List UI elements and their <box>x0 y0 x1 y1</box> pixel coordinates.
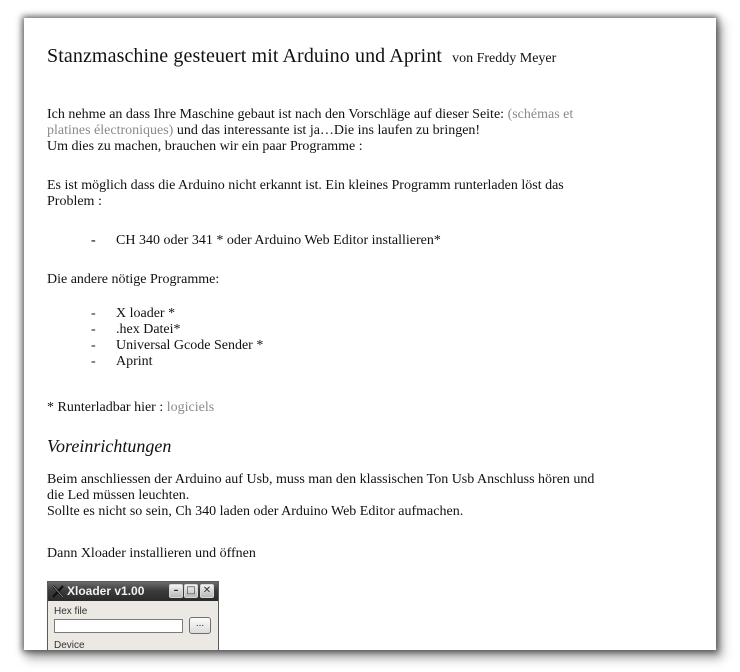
hex-file-label: Hex file <box>54 606 88 617</box>
intro-text: Ich nehme an dass Ihre Maschine gebaut ist nach den Vorschläge auf dieser Seite: <box>47 107 508 122</box>
bullet-dash: - <box>91 306 96 321</box>
title-line <box>47 45 556 68</box>
xloader-instruction: Dann Xloader installieren und öffnen <box>47 546 256 561</box>
bullet-dash: - <box>91 233 96 248</box>
setup-line2: die Led müssen leuchten. <box>47 488 190 503</box>
problem-line2: Problem : <box>47 194 102 209</box>
program-item-hex: .hex Datei* <box>116 322 181 337</box>
setup-paragraph <box>47 472 697 520</box>
bullet-dash: - <box>91 338 96 353</box>
download-prefix: * Runterladbar hier : <box>47 400 167 415</box>
section-heading: Voreinrichtungen <box>47 436 172 456</box>
document-page <box>24 18 716 650</box>
setup-line1: Beim anschliessen der Arduino auf Usb, muss man den klassischen Ton Usb Anschluss hören und <box>47 472 595 487</box>
logiciels-link[interactable]: logiciels <box>166 400 215 415</box>
intro-text-continued: und das interessante ist ja…Die ins laufen zu bringen! <box>173 123 481 138</box>
problem-paragraph <box>47 178 697 210</box>
hex-file-input[interactable] <box>54 619 183 633</box>
list-item <box>91 338 263 354</box>
xloader-titlebar <box>48 582 218 601</box>
install-bullet-list <box>91 233 441 249</box>
device-label: Device <box>54 640 85 650</box>
program-item-ugs: Universal Gcode Sender * <box>116 338 264 353</box>
browse-button[interactable]: ... <box>189 617 211 634</box>
list-item <box>91 322 263 338</box>
setup-line3: Sollte es nicht so sein, Ch 340 laden oder Arduino Web Editor aufmachen. <box>47 504 464 519</box>
install-item-label: CH 340 oder 341 * oder Arduino Web Editor installieren* <box>116 233 441 248</box>
schemas-link[interactable]: (schémas et platines électroniques) <box>47 107 574 138</box>
minimize-icon[interactable]: – <box>169 584 183 598</box>
maximize-icon[interactable]: □ <box>184 584 198 598</box>
author-credit: von Freddy Meyer <box>452 51 557 66</box>
other-programs-heading: Die andere nötige Programme: <box>47 272 220 287</box>
x-app-icon <box>52 585 64 598</box>
problem-line1: Es ist möglich dass die Arduino nicht erkannt ist. Ein kleines Programm runterladen löst das <box>47 178 564 193</box>
close-icon[interactable]: ✕ <box>200 584 214 598</box>
intro-paragraph <box>47 107 697 155</box>
xloader-title: Xloader v1.00 <box>67 584 145 598</box>
intro-line3: Um dies zu machen, brauchen wir ein paar Programme : <box>47 139 363 154</box>
list-item <box>91 233 441 249</box>
program-item-aprint: Aprint <box>116 354 153 369</box>
bullet-dash: - <box>91 354 96 369</box>
xloader-window-screenshot <box>47 581 219 650</box>
list-item <box>91 306 263 322</box>
list-item <box>91 354 263 370</box>
download-line <box>47 400 697 416</box>
program-item-xloader: X loader * <box>116 306 176 321</box>
bullet-dash: - <box>91 322 96 337</box>
page-title: Stanzmaschine gesteuert mit Arduino und Aprint <box>47 45 443 67</box>
program-list <box>91 306 263 370</box>
